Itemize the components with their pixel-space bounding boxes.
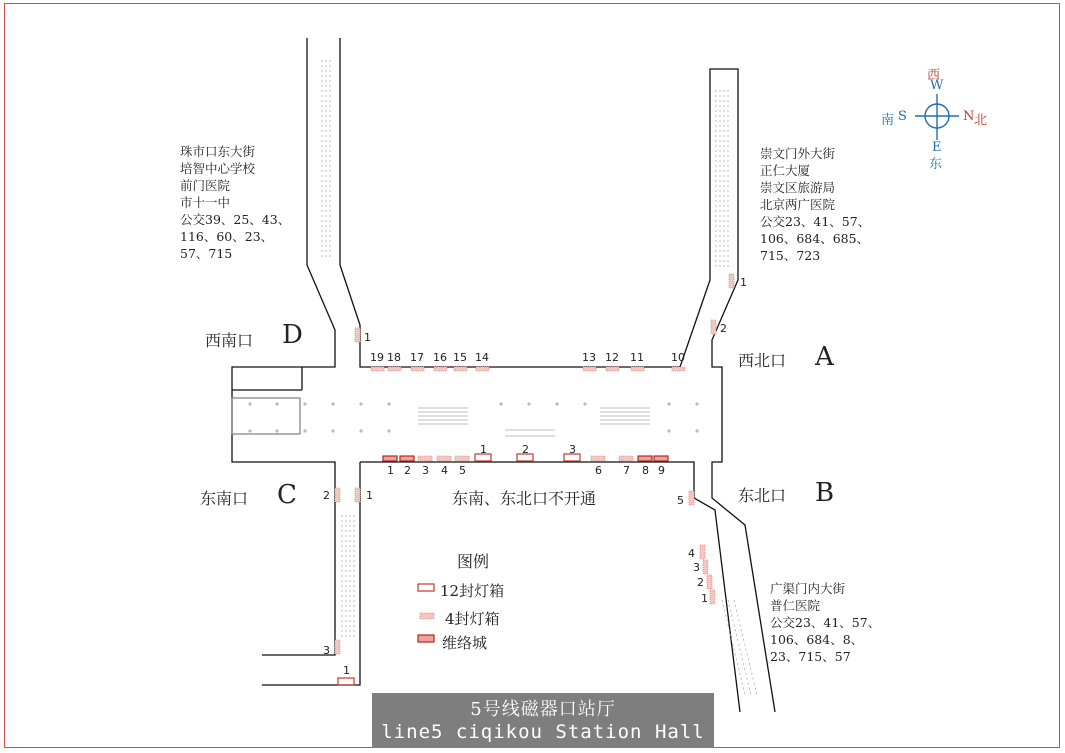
equipment-room <box>232 398 300 434</box>
compass-n: N <box>963 109 975 124</box>
compass-s: S <box>898 109 907 124</box>
lightbox-c-2 <box>335 488 340 502</box>
exit-d-name: 西南口 <box>205 331 254 350</box>
lightbox-number-bottom: 9 <box>658 464 665 477</box>
lightbox-number-top: 17 <box>410 351 424 364</box>
lightbox-a-2 <box>711 320 716 334</box>
lightbox-top-16 <box>434 367 447 371</box>
lightbox-bottom-7 <box>619 456 633 461</box>
lightbox-number-b: 5 <box>677 494 684 507</box>
legend-title: 图例 <box>457 552 490 571</box>
lightbox-top-13 <box>583 367 596 371</box>
exit-a-info: 崇文门外大街 正仁大厦 崇文区旅游局 北京两广医院 公交23、41、57、 106、684、685、 715、723 <box>760 146 871 263</box>
lightbox-bottom-8 <box>638 456 652 461</box>
lightbox-b-5 <box>689 491 694 505</box>
legend-swatch-4 <box>420 613 434 619</box>
compass-east: 东 <box>929 157 943 172</box>
exit-a-name: 西北口 <box>738 351 787 370</box>
lightbox-bottom-5 <box>455 456 469 461</box>
compass-e: E <box>932 140 942 155</box>
lightbox-number-bottom: 6 <box>595 464 602 477</box>
title-banner <box>372 693 714 748</box>
exit-d-letter: D <box>282 320 303 350</box>
exit-c-name: 东南口 <box>200 489 249 508</box>
lightbox-d-1 <box>355 328 360 342</box>
lightbox-top-14 <box>476 367 489 371</box>
d-passage-right-wall <box>340 38 775 712</box>
lightbox-number-bottom: 7 <box>623 464 630 477</box>
lightbox-number-c: 1 <box>343 664 350 677</box>
lightbox-number-top: 15 <box>453 351 467 364</box>
a-stairs <box>716 90 728 270</box>
lightbox-number-c: 2 <box>323 489 330 502</box>
lightbox-number-top: 12 <box>605 351 619 364</box>
legend-swatch-12 <box>418 584 434 591</box>
lightbox-top-19 <box>371 367 384 371</box>
lightbox-c-1b <box>338 678 354 685</box>
lightbox-number-bottom: 2 <box>404 464 411 477</box>
exit-d-info: 珠市口东大街 培智中心学校 前门医院 市十一中 公交39、25、43、 116、60、23、 57、715 <box>180 144 291 261</box>
lightbox-c-3 <box>335 640 340 654</box>
column-row-1 <box>248 402 698 432</box>
lightbox-number-top: 18 <box>387 351 401 364</box>
lightbox-number-top: 11 <box>630 351 644 364</box>
title-cn: 5号线磁器口站厅 <box>470 699 616 720</box>
exit-b-letter: B <box>815 478 835 508</box>
lightbox-number-hall: 1 <box>480 443 487 456</box>
lightbox-bottom-6 <box>591 456 605 461</box>
lightbox-number-b: 2 <box>697 576 704 589</box>
exit-c-letter: C <box>277 480 297 510</box>
lightbox-number-hall: 3 <box>569 443 576 456</box>
closure-notice: 东南、东北口不开通 <box>452 489 597 508</box>
legend-label-4: 4封灯箱 <box>445 610 500 628</box>
lightbox-number-c: 3 <box>323 644 330 657</box>
lightbox-number-a: 2 <box>720 322 727 335</box>
lightbox-bottom-2 <box>400 456 414 461</box>
lightbox-number-b: 4 <box>688 547 695 560</box>
legend-label-12: 12封灯箱 <box>440 582 505 600</box>
lightbox-c-1 <box>355 488 360 502</box>
compass-north: 北 <box>974 113 988 128</box>
lightbox-top-15 <box>454 367 467 371</box>
title-en: line5 ciqikou Station Hall <box>381 721 705 743</box>
lightbox-number-top: 16 <box>433 351 447 364</box>
lightbox-number-b: 3 <box>693 561 700 574</box>
lightbox-b-1 <box>710 590 715 604</box>
compass-w: W <box>930 78 944 93</box>
compass-south: 南 <box>881 113 895 128</box>
lightbox-number-bottom: 3 <box>422 464 429 477</box>
lightbox-b-2 <box>707 575 712 589</box>
lightbox-number-c: 1 <box>366 489 373 502</box>
legend-swatch-v <box>418 635 434 642</box>
lightbox-bottom-9 <box>654 456 668 461</box>
lightbox-b-3 <box>703 560 708 574</box>
lightbox-number-top: 19 <box>370 351 384 364</box>
lightbox-number-d: 1 <box>364 331 371 344</box>
lightbox-number-top: 14 <box>475 351 489 364</box>
compass-west: 西 <box>927 68 941 83</box>
lightbox-bottom-4 <box>437 456 451 461</box>
lightbox-bottom-1 <box>383 456 397 461</box>
lightbox-a-1 <box>729 274 734 288</box>
lightbox-bottom-3 <box>418 456 432 461</box>
hall-stairs-left <box>418 408 468 424</box>
lightbox-top-18 <box>388 367 401 371</box>
exit-b-name: 东北口 <box>738 486 787 505</box>
lightbox-top-12 <box>606 367 619 371</box>
lightbox-number-top: 13 <box>582 351 596 364</box>
lightbox-top-10 <box>672 367 685 371</box>
exit-b-info: 广渠门内大街 普仁医院 公交23、41、57、 106、684、8、 23、715、57 <box>770 581 881 664</box>
compass <box>915 94 959 140</box>
lightbox-number-a: 1 <box>740 276 747 289</box>
lightbox-b-4 <box>700 545 705 559</box>
lightbox-top-11 <box>631 367 644 371</box>
lightbox-number-top: 10 <box>671 351 685 364</box>
lightbox-number-hall: 2 <box>522 443 529 456</box>
lightbox-number-bottom: 8 <box>642 464 649 477</box>
fare-gates <box>505 430 555 436</box>
c-stairs <box>342 515 354 640</box>
lightbox-number-bottom: 1 <box>387 464 394 477</box>
legend-label-v: 维络城 <box>442 634 488 652</box>
lightbox-number-b: 1 <box>701 592 708 605</box>
d-stairs <box>322 60 330 260</box>
hall-stairs-right <box>600 408 650 424</box>
exit-a-letter: A <box>815 342 834 372</box>
lightbox-number-bottom: 4 <box>441 464 448 477</box>
lightbox-top-17 <box>411 367 424 371</box>
lightbox-number-bottom: 5 <box>459 464 466 477</box>
